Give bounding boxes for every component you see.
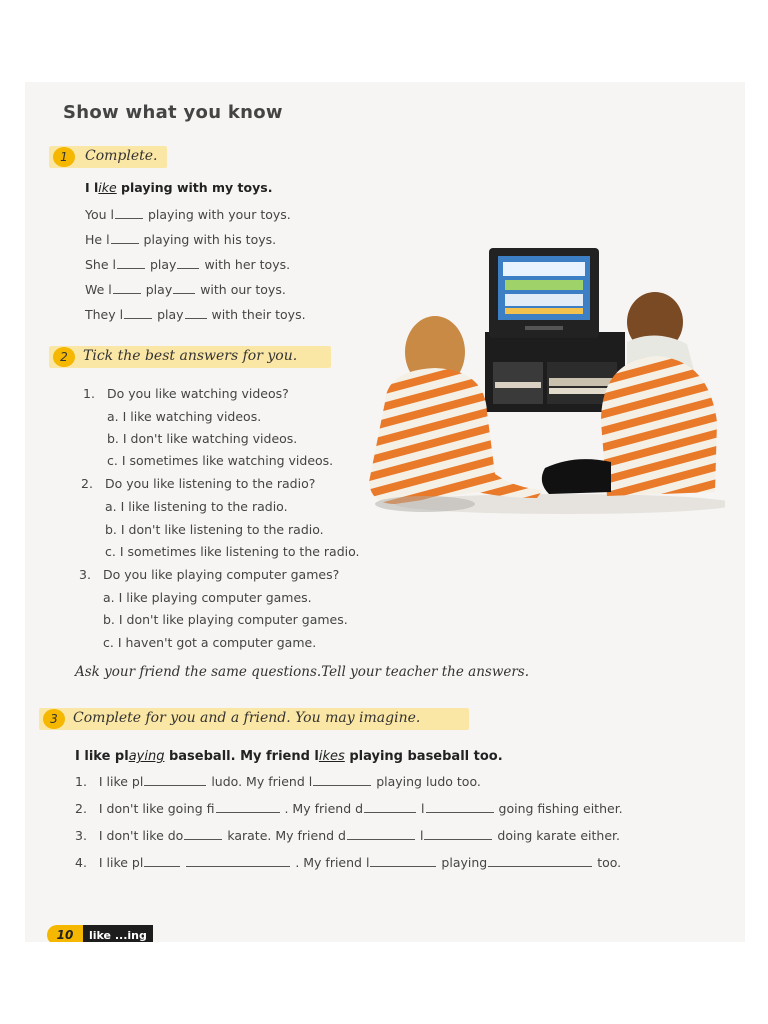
blank-field[interactable] bbox=[186, 866, 290, 867]
answer-option[interactable]: b. I don't like playing computer games. bbox=[103, 612, 348, 627]
section1-row: You l playing with your toys. bbox=[85, 207, 291, 222]
blank-field[interactable] bbox=[424, 839, 492, 840]
answer-option[interactable]: a. I like listening to the radio. bbox=[105, 499, 288, 514]
blank-field[interactable] bbox=[115, 218, 143, 219]
section3-row: 2. I don't like going fi . My friend d l going fishing either. bbox=[75, 801, 623, 816]
answer-option[interactable]: c. I sometimes like listening to the radio. bbox=[105, 544, 360, 559]
section1-row: They l play with their toys. bbox=[85, 307, 306, 322]
blank-field[interactable] bbox=[184, 839, 222, 840]
section2-heading: Tick the best answers for you. bbox=[83, 348, 298, 364]
section3-row: 4. I like pl . My friend l playing too. bbox=[75, 855, 622, 870]
blank-field[interactable] bbox=[488, 866, 592, 867]
children-watching-tv-illustration bbox=[365, 242, 725, 522]
section2-instruction: Ask your friend the same questions.Tell your teacher the answers. bbox=[75, 664, 530, 680]
blank-field[interactable] bbox=[111, 243, 139, 244]
section3-example: I like playing baseball. My friend likes playing baseball too. bbox=[75, 749, 503, 764]
blank-field[interactable] bbox=[117, 268, 145, 269]
answer-option[interactable]: a. I like watching videos. bbox=[107, 409, 262, 424]
blank-field[interactable] bbox=[313, 785, 371, 786]
footer-label: like ...ing bbox=[83, 925, 153, 942]
section3-heading: Complete for you and a friend. You may imagine. bbox=[73, 710, 421, 726]
page-title: Show what you know bbox=[63, 102, 283, 123]
blank-field[interactable] bbox=[364, 812, 416, 813]
question-number: 3. bbox=[79, 567, 91, 582]
section3-row: 3. I don't like do karate. My friend d l doing karate either. bbox=[75, 828, 620, 843]
answer-option[interactable]: c. I sometimes like watching videos. bbox=[107, 453, 334, 468]
section3-row: 1. I like pl ludo. My friend l playing ludo too. bbox=[75, 774, 481, 789]
blank-field[interactable] bbox=[347, 839, 415, 840]
blank-field[interactable] bbox=[173, 293, 195, 294]
section1-row: We l play with our toys. bbox=[85, 282, 286, 297]
question-text: Do you like watching videos? bbox=[107, 386, 289, 401]
question-number: 1. bbox=[83, 386, 95, 401]
blank-field[interactable] bbox=[370, 866, 436, 867]
blank-field[interactable] bbox=[144, 866, 180, 867]
question-text: Do you like listening to the radio? bbox=[105, 476, 316, 491]
page-number: 10 bbox=[47, 925, 83, 942]
blank-field[interactable] bbox=[124, 318, 152, 319]
workbook-page bbox=[25, 82, 745, 942]
television bbox=[489, 248, 599, 338]
answer-option[interactable]: b. I don't like watching videos. bbox=[107, 431, 298, 446]
section1-example: I like playing with my toys. bbox=[85, 180, 273, 195]
section1-row: She l play with her toys. bbox=[85, 257, 291, 272]
section2-number: 2 bbox=[53, 347, 75, 367]
section3-number: 3 bbox=[43, 709, 65, 729]
section1-number: 1 bbox=[53, 147, 75, 167]
blank-field[interactable] bbox=[144, 785, 206, 786]
section1-row: He l playing with his toys. bbox=[85, 232, 277, 247]
question-text: Do you like playing computer games? bbox=[103, 567, 340, 582]
answer-option[interactable]: c. I haven't got a computer game. bbox=[103, 635, 317, 650]
answer-option[interactable]: a. I like playing computer games. bbox=[103, 590, 312, 605]
blank-field[interactable] bbox=[185, 318, 207, 319]
blank-field[interactable] bbox=[113, 293, 141, 294]
blank-field[interactable] bbox=[177, 268, 199, 269]
blank-field[interactable] bbox=[426, 812, 494, 813]
section1-heading: Complete. bbox=[85, 148, 158, 164]
blank-field[interactable] bbox=[216, 812, 280, 813]
question-number: 2. bbox=[81, 476, 93, 491]
answer-option[interactable]: b. I don't like listening to the radio. bbox=[105, 522, 324, 537]
